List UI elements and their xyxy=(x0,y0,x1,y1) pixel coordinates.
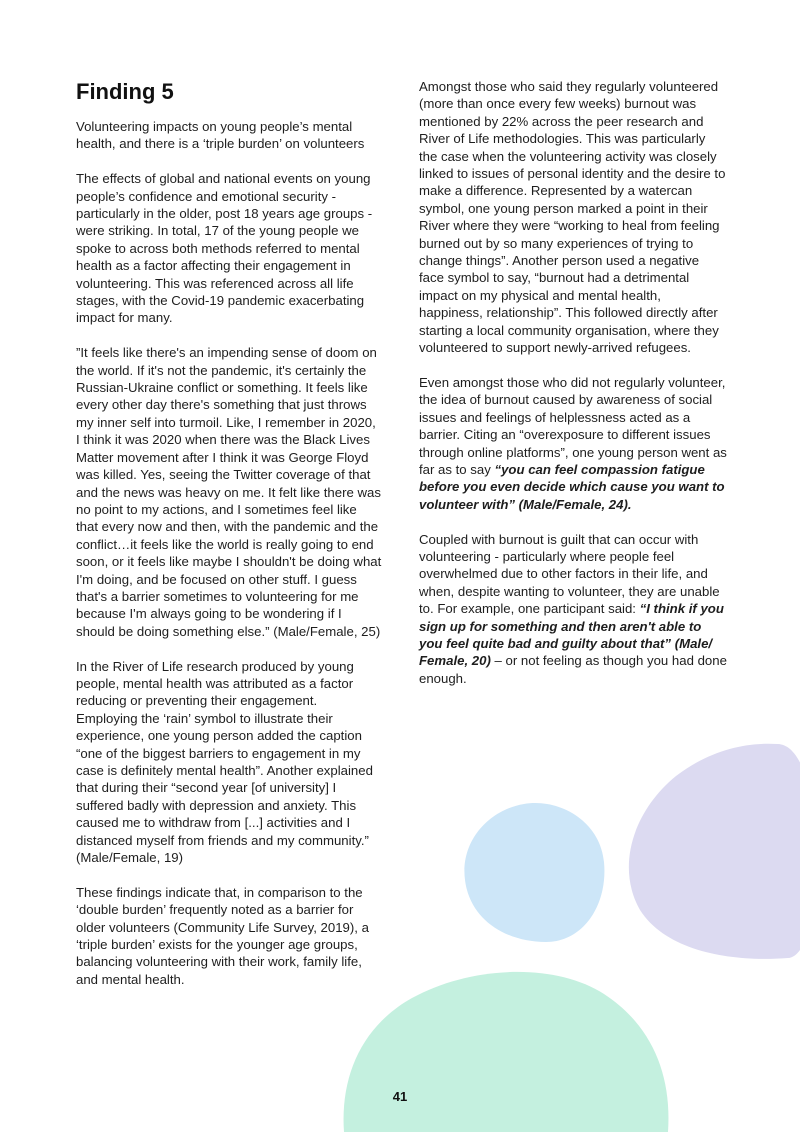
paragraph: In the River of Life research produced by young people, mental health was attributed as a factor reducing or preventing their engagement. Employing the ‘rain’ symbol to illustrate their experience, one young person added the caption “one of the biggest barriers to engagement in my case is definitely mental health”. Another explained that during their “second year [of university] I suffered badly with depression and anxiety. This caused me to withdraw from [...] activities and I distanced myself from friends and my community.” (Male/Female, 19) xyxy=(76,658,373,866)
emphasized-quote: “you can feel compassion fatigue before you even decide which cause you want to volunteer with” (Male/Female, 24). xyxy=(419,461,725,512)
finding-subtitle: Volunteering impacts on young people’s mental health, and there is a ‘triple burden’ on volunteers xyxy=(76,119,365,152)
emphasized-quote: “I think if you sign up for something and then aren't able to you feel quite bad and guilty about that” (Male/ Female, 20) xyxy=(419,601,724,669)
paragraph xyxy=(419,374,727,513)
paragraph: These findings indicate that, in comparison to the ‘double burden’ frequently noted as a barrier for older volunteers (Community Life Survey, 2019), a ‘triple burden’ exists for the younger age groups, balancing volunteering with their work, family life, and mental health. xyxy=(76,884,369,987)
blue-blob-decoration xyxy=(462,800,607,945)
green-blob-shape xyxy=(344,972,669,1132)
paragraph: The effects of global and national events on young people’s confidence and emotional security - particularly in the older, post 18 years age groups - were striking. In total, 17 of the young people we spoke to across both methods referred to mental health as a factor affecting their engagement in volunteering. This was referenced across all life stages, with the Covid-19 pandemic exacerbating impact for many. xyxy=(76,171,373,326)
left-column xyxy=(76,78,382,1006)
blue-blob-shape xyxy=(464,803,604,942)
green-blob-decoration xyxy=(342,968,670,1132)
paragraph-text: Even amongst those who did not regularly volunteer, the idea of burnout caused by awareness of social issues and feelings of helplessness acted as a barrier. Citing an “overexposure to different issues through online platforms”, one young person went as far as to say xyxy=(419,374,727,477)
purple-blob-shape xyxy=(629,744,800,959)
right-column xyxy=(419,78,727,705)
purple-blob-decoration xyxy=(628,742,800,962)
paragraph xyxy=(419,531,727,688)
finding-title: Finding 5 xyxy=(76,79,174,104)
paragraph-text: Coupled with burnout is guilt that can occur with volunteering - particularly where people feel overwhelmed due to other factors in their life, and when, despite wanting to volunteer, they are unable to. For example, one participant said: xyxy=(419,531,720,617)
paragraph-text-end: – or not feeling as though you had done enough. xyxy=(419,653,727,686)
quote-paragraph: ”It feels like there's an impending sense of doom on the world. If it's not the pandemic, it's certainly the Russian-Ukraine conflict or something. It feels like every other day there's something that just throws my inner self into turmoil. Like, I remember in 2020, I think it was 2020 when there was the Black Lives Matter movement after I think it was George Floyd was killed. Yes, seeing the Twitter coverage of that and the news was heavy on me. It felt like there was no point to my actions, and I sometimes feel like that every now and then, with the pandemic and the conflict…it feels like the world is really going to end soon, or it feels like maybe I shouldn't be doing what I'm doing, and be focused on other stuff. I guess that's a barrier sometimes to volunteering for me because I'm always going to be wondering if I should be doing something else.” (Male/Female, 25) xyxy=(76,345,382,639)
paragraph: Amongst those who said they regularly volunteered (more than once every few weeks) burnout was mentioned by 22% across the peer research and River of Life methodologies. This was particularly the case when the volunteering activity was closely linked to issues of personal identity and the desire to make a difference. Represented by a watercan symbol, one young person marked a point in their River where they were “working to heal from feeling burned out by so many experiences of trying to change things”. Another person used a negative face symbol to say, “burnout had a detrimental impact on my physical and mental health, happiness, relationship”. This followed directly after starting a local community organisation, where they volunteered to support newly-arrived refugees. xyxy=(419,79,726,356)
page-number: 41 xyxy=(392,1089,408,1104)
